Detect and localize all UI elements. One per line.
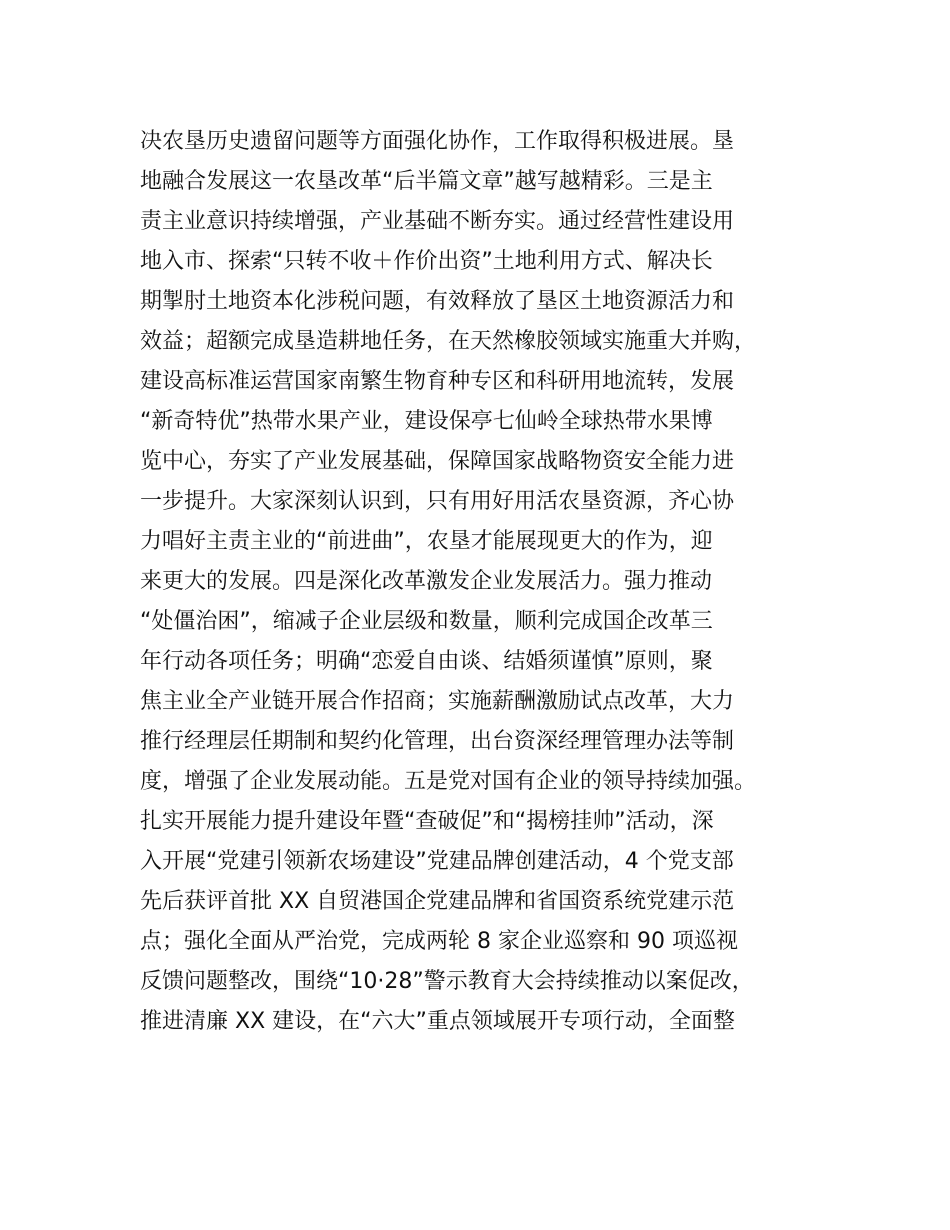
text-line: 入开展“党建引领新农场建设”党建品牌创建活动，4 个党支部 bbox=[140, 849, 734, 874]
text-line: 地融合发展这一农垦改革“后半篇文章”越写越精彩。三是主 bbox=[140, 169, 713, 194]
text-line: 年行动各项任务；明确“恋爱自由谈、结婚须谨慎”原则，聚 bbox=[140, 649, 713, 674]
text-line: 推行经理层任期制和契约化管理，出台资深经理管理办法等制 bbox=[140, 729, 735, 754]
text-line: 地入市、探索“只转不收＋作价出资”土地利用方式、解决长 bbox=[140, 249, 713, 274]
text-line: 期掣肘土地资本化涉税问题，有效释放了垦区土地资源活力和 bbox=[140, 289, 735, 314]
text-line: 效益；超额完成垦造耕地任务，在天然橡胶领域实施重大并购， bbox=[140, 329, 757, 354]
text-line: 度，增强了企业发展动能。五是党对国有企业的领导持续加强。 bbox=[140, 769, 757, 794]
body-text bbox=[140, 122, 840, 1042]
text-line: 决农垦历史遗留问题等方面强化协作，工作取得积极进展。垦 bbox=[140, 129, 735, 154]
text-line: 推进清廉 XX 建设，在“六大”重点领域展开专项行动，全面整 bbox=[140, 1009, 735, 1034]
text-line: 建设高标准运营国家南繁生物育种专区和科研用地流转，发展 bbox=[140, 369, 735, 394]
text-line: 反馈问题整改，围绕“10·28”警示教育大会持续推动以案促改， bbox=[140, 969, 754, 994]
text-line: 力唱好主责主业的“前进曲”，农垦才能展现更大的作为，迎 bbox=[140, 529, 713, 554]
text-line: 来更大的发展。四是深化改革激发企业发展活力。强力推动 bbox=[140, 569, 713, 594]
text-line: 点；强化全面从严治党，完成两轮 8 家企业巡察和 90 项巡视 bbox=[140, 929, 738, 954]
text-line: “新奇特优”热带水果产业，建设保亭七仙岭全球热带水果博 bbox=[140, 409, 713, 434]
text-line: 扎实开展能力提升建设年暨“查破促”和“揭榜挂帅”活动，深 bbox=[140, 809, 714, 834]
text-line: 责主业意识持续增强，产业基础不断夯实。通过经营性建设用 bbox=[140, 209, 735, 234]
text-line: 一步提升。大家深刻认识到，只有用好用活农垦资源，齐心协 bbox=[140, 489, 735, 514]
text-line: “处僵治困”，缩减子企业层级和数量，顺利完成国企改革三 bbox=[140, 609, 713, 634]
text-line: 焦主业全产业链开展合作招商；实施薪酬激励试点改革，大力 bbox=[140, 689, 735, 714]
text-line: 览中心，夯实了产业发展基础，保障国家战略物资安全能力进 bbox=[140, 449, 735, 474]
text-line: 先后获评首批 XX 自贸港国企党建品牌和省国资系统党建示范 bbox=[140, 889, 735, 914]
